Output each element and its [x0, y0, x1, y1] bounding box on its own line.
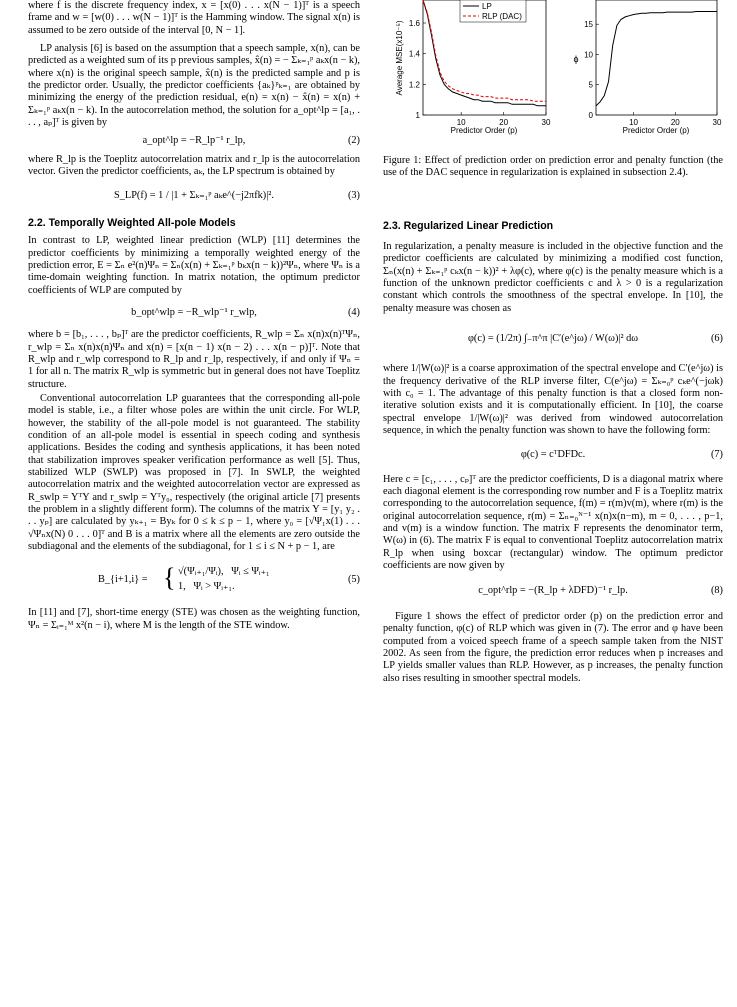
equation-3-body: S_LP(f) = 1 / |1 + Σₖ₌₁ᵖ aₖe^(−j2πfk)|². — [114, 190, 274, 202]
legend-rlp-dac: RLP (DAC) — [482, 12, 522, 21]
chart-phi-ytick-label: 5 — [588, 80, 593, 90]
chart-mse-ytick-label: 1 — [415, 111, 420, 120]
equation-5-lhs: B_{i+1,i} = — [98, 574, 148, 586]
paragraph-regularization: In regularization, a penalty measure is included in the objective function and the predictor coefficients are calculated by minimizing a modified cost function, Σₙ(x(n) + Σₖ₌₁ᵖ cₖx(n − k))² + λφ(c), where φ(c) is the penalty measure which is a function of the unknown predictor coefficients c and λ > 0 is a regularization constant which controls the smoothness of the spectral envelope. In [10], the penalty measure was chosen as — [383, 240, 723, 314]
paragraph-ste: In [11] and [7], short-time energy (STE) was chosen as the weighting function, Ψₙ = Σᵢ₌₁ᴹ x²(n − i), where M is the length of the STE window. — [28, 607, 360, 631]
equation-2 — [28, 135, 360, 147]
equation-7-number: (7) — [710, 449, 723, 461]
equation-7 — [383, 449, 723, 461]
equation-8-body: c_opt^rlp = −(R_lp + λDFD)⁻¹ r_lp. — [478, 584, 628, 596]
chart-mse-xtick-label: 30 — [541, 118, 551, 127]
section-heading-2-3: 2.3. Regularized Linear Prediction — [383, 219, 554, 232]
paragraph-after-eq2: where R_lp is the Toeplitz autocorrelation matrix and r_lp is the autocorrelation vector. Given the predictor coefficients, aₖ, the LP spectrum is obtained by — [28, 153, 360, 178]
chart-phi-ylabel: ϕ — [573, 54, 579, 64]
equation-7-body: φ(c) = cᵀDFDc. — [520, 449, 586, 461]
chart-mse-ytick-label: 1.6 — [408, 19, 420, 28]
equation-2-body: a_opt^lp = −R_lp⁻¹ r_lp, — [142, 135, 246, 147]
equation-6 — [383, 333, 723, 345]
figure-1 — [383, 0, 723, 140]
chart-phi-ytick-label: 15 — [584, 20, 593, 30]
paragraph-figure-1-discussion: Figure 1 shows the effect of predictor order (p) on the prediction error and penalty function, φ(c) of RLP which was given in (7). The error and φ have been computed from a voiced speech frame of a speech sample taken from the NIST 2002. As seen from the figure, the prediction error reduces when p increases and LP yields smaller values than RLP. However, as p increases, the penalty function also rises resulting in smoother spectral models. — [383, 610, 723, 684]
left-column — [28, 0, 360, 632]
equation-5-brace: { — [163, 563, 176, 593]
chart-mse-xtick-label: 10 — [456, 118, 466, 127]
equation-3-number: (3) — [347, 190, 360, 202]
paragraph-conventional-lp: Conventional autocorrelation LP guarantees that the corresponding all-pole model is stable, i.e., a filter whose poles are within the unit circle. For WLP, however, the stability of the all-pole model is not guaranteed. The stability condition of an all-pole model is essential in speech coding and synthesis applications. Besides the coding and synthesis applications, it has been noted that stabilization improves speaker verification performance as well [5]. Thus, stabilized WLP (SWLP) was proposed in [7]. In SWLP, the weighted autocorrelation matrix and the weighted autocorrelation vector are expressed as R_swlp = YᵀY and r_swlp = Yᵀy₀, respectively (the original article [7] presents the problem in a slightly different form). The columns of the matrix Y = [y₁ y₂ . . . yₚ] are calculated by yₖ₊₁ = Byₖ for 0 ≤ k ≤ p − 1, where y₀ = [√Ψ₁x(1) . . . √Ψₙx(N) 0 . . . 0]ᵀ and B is a matrix where all the elements are zero outside the subdiagonal and the elements of the subdiagonal, for 1 ≤ i ≤ N + p − 1, are — [28, 392, 360, 553]
paragraph-after-eq4: where b = [b₁, . . . , bₚ]ᵀ are the predictor coefficients, R_wlp = Σₙ x(n)x(n)ᵀΨₙ, r_wlp = Σₙ x(n)x(n)Ψₙ and x(n) = [x(n − 1) x(n − 2) . . . x(n − p)]ᵀ. Note that R_wlp and r_wlp correspond to R_lp and r_lp, respectively, if and only if Ψₙ = 1 for all n. The matrix R_wlp is symmetric but in general does not have Toeplitz structure. — [28, 329, 360, 390]
equation-6-body: φ(c) = (1/2π) ∫₋π^π |C′(e^jω) / W(ω)|² dω — [467, 333, 639, 344]
equation-5-case-1: √(Ψᵢ₊₁/Ψᵢ), Ψᵢ ≤ Ψᵢ₊₁ — [178, 566, 270, 578]
chart-phi-xtick-label: 10 — [629, 118, 639, 127]
equation-4 — [28, 307, 360, 319]
chart-phi — [573, 0, 722, 135]
equation-5 — [28, 565, 360, 595]
figure-1-caption: Figure 1: Effect of prediction order on prediction error and penalty function (the use of the DAC sequence in regularization is explained in subsection 2.4). — [383, 155, 723, 179]
chart-phi-ytick-label: 10 — [584, 50, 593, 60]
section-heading-2-2: 2.2. Temporally Weighted All-pole Models — [28, 216, 236, 229]
paragraph-lp-analysis: LP analysis [6] is based on the assumption that a speech sample, x(n), can be predicted as a weighted sum of its p previous samples, x̂(n) = − Σₖ₌₁ᵖ aₖx(n − k), where x(n) is the original speech sample, x̂(n) is the predicted sample and p is the predictor order. Usually, the predictor coefficients {aₖ}ᵖₖ₌₁ are obtained by minimizing the energy of the prediction residual, e(n) = x(n) − x̂(n) = x(n) + Σₖ₌₁ᵖ aₖx(n − k). In the autocorrelation method, the solution for a_opt^lp = [a₁, . . . , aₚ]ᵀ is given by — [28, 43, 360, 129]
equation-3 — [28, 190, 360, 202]
paragraph-wlp: In contrast to LP, weighted linear prediction (WLP) [11] determines the predictor coefficients by minimizing a temporally weighted energy of the prediction error, E = Σₙ e²(n)Ψₙ = Σₙ(x(n) + Σₖ₌₁ᵖ bₖx(n − k))²Ψₙ, where Ψₙ is a time-domain weighting function. In matrix notation, the optimum predictor coefficients of WLP are computed by — [28, 235, 360, 296]
paragraph-signal-def: where f is the discrete frequency index, x = [x(0) . . . x(N − 1)]ᵀ is a speech frame and w = [w(0) . . . w(N − 1)]ᵀ is the Hamming window. The signal x(n) is assumed to be zero outside of the interval [0, N − 1]. — [28, 0, 360, 36]
equation-8-number: (8) — [710, 584, 723, 596]
chart-mse — [395, 0, 551, 135]
chart-phi-xtick-label: 30 — [712, 118, 722, 127]
equation-5-case-2: 1, Ψᵢ > Ψᵢ₊₁. — [178, 581, 235, 593]
equation-8 — [383, 585, 723, 597]
chart-mse-xtick-label: 20 — [499, 118, 509, 127]
chart-phi-xlabel: Predictor Order (p) — [622, 126, 690, 135]
equation-6-number: (6) — [710, 333, 723, 344]
equation-4-body: b_opt^wlp = −R_wlp⁻¹ r_wlp, — [131, 306, 257, 318]
chart-mse-xlabel: Predictor Order (p) — [450, 126, 518, 135]
chart-mse-ylabel: Average MSE(x10⁻⁵) — [395, 20, 404, 96]
chart-mse-ytick-label: 1.2 — [408, 80, 420, 90]
chart-mse-legend — [460, 0, 526, 22]
paragraph-after-eq6: where 1/|W(ω)|² is a coarse approximation of the spectral envelope and C′(e^jω) is the frequency derivative of the RLP inverse filter, C(e^jω) = Σₖ₌₀ᵖ cₖe^(−jωk) with c₀ = 1. The advantage of this penalty function is that a closed form non-iterative solution exists and it is computationally efficient. In [10], the coarse spectral envelope 1/|W(ω)|² was derived from windowed autocorrelation sequence, in which the penalty function was shown to have the following form: — [383, 363, 723, 437]
equation-2-number: (2) — [347, 135, 360, 147]
equation-5-number: (5) — [347, 574, 360, 586]
chart-mse-ytick-label: 1.4 — [408, 49, 420, 59]
chart-phi-xtick-label: 20 — [670, 118, 680, 127]
chart-phi-ytick-label: 0 — [588, 111, 593, 120]
paragraph-after-eq7: Here c = [c₁, . . . , cₚ]ᵀ are the predictor coefficients, D is a diagonal matrix where each diagonal element is the corresponding row number and F is a Toeplitz matrix corresponding to the autocorrelation sequence, f(m) = r(m)v(m), where r(m) is the original autocorrelation sequence, r(m) = Σₙ₌₀ᴺ⁻¹ x(n)x(n−m), m = 0, . . . , p−1, and v(m) is a window function. The matrix F represents the denominator term, W(ω) in (6). The matrix F is equal to conventional Toeplitz autocorrelation matrix R_lp when using boxcar (rectangular) window. The optimum predictor coefficients are now given by — [383, 473, 723, 572]
equation-4-number: (4) — [347, 306, 360, 318]
legend-lp: LP — [482, 2, 492, 11]
chart-phi-plot-area — [596, 0, 717, 115]
right-column — [383, 155, 723, 685]
